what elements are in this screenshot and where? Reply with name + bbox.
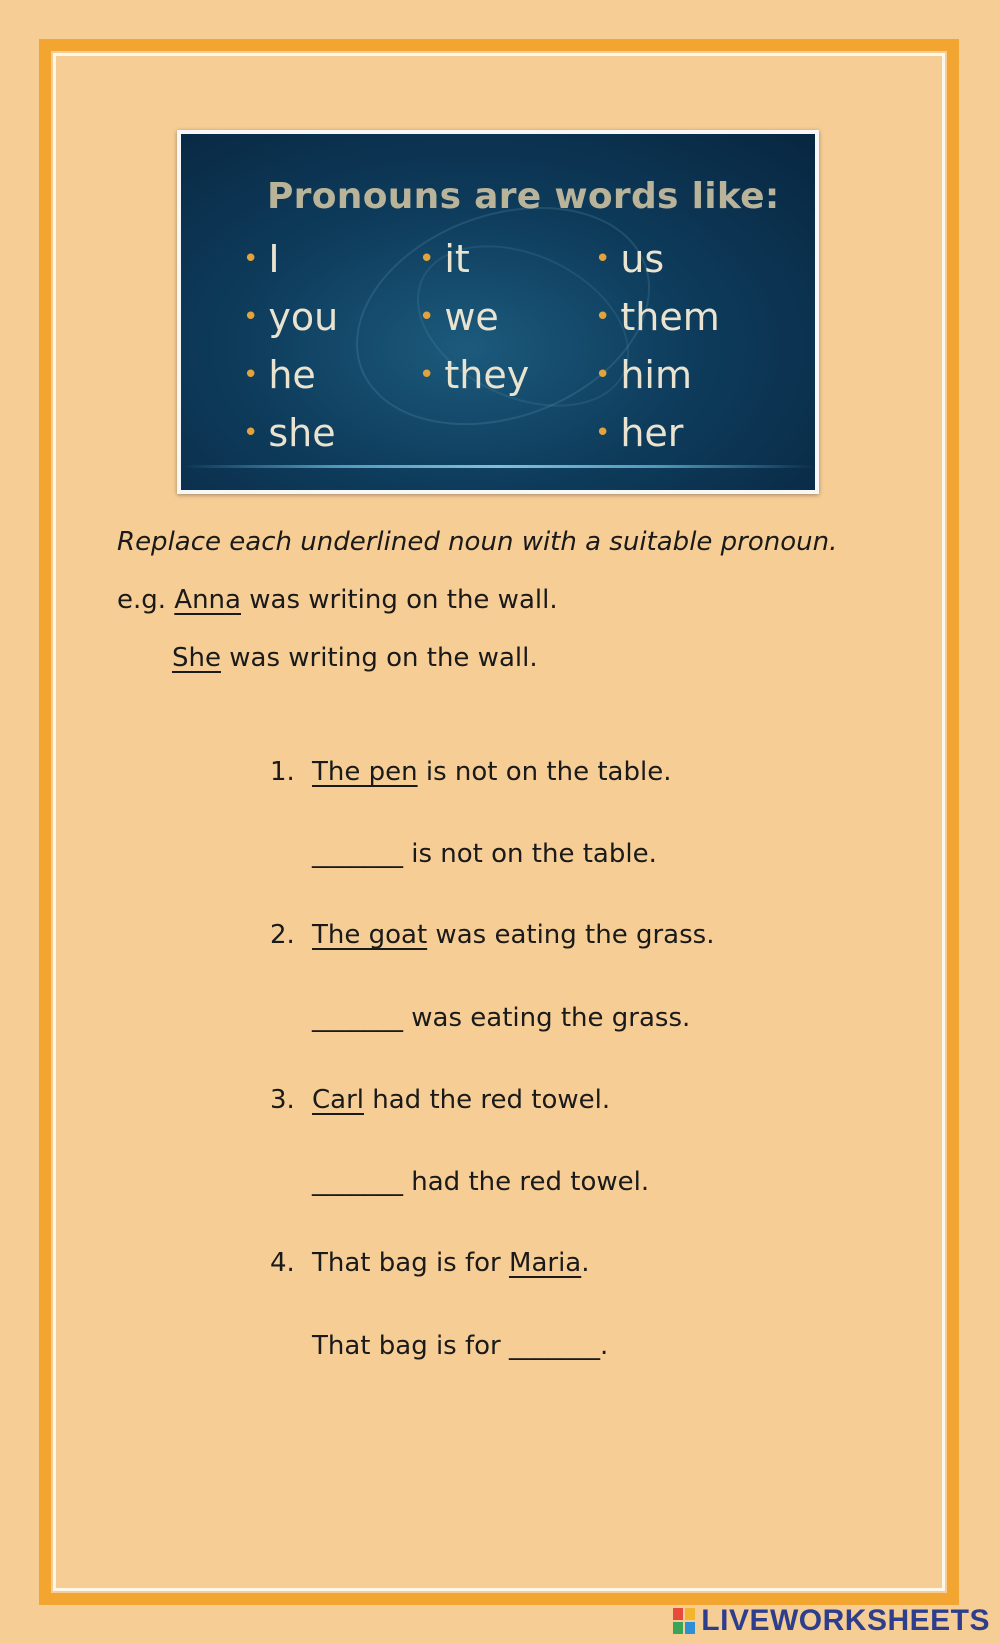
underlined-noun: Carl [312, 1085, 364, 1115]
instructions: Replace each underlined noun with a suitable pronoun. [117, 527, 838, 557]
answer-1: _______ is not on the table. [312, 839, 657, 869]
example-prefix: e.g. [117, 585, 167, 615]
answer-blank[interactable]: _______ [509, 1331, 601, 1361]
answer-2: _______ was eating the grass. [312, 1003, 691, 1033]
pronoun-column-3 [595, 230, 720, 462]
slide-glow-line [181, 465, 815, 468]
watermark-text: LIVEWORKSHEETS [701, 1604, 990, 1637]
pronoun-item: • it [419, 237, 470, 281]
question-number: 1. [270, 757, 295, 787]
pronoun-item: • I [243, 237, 280, 281]
pronoun-item: • she [243, 411, 336, 455]
example-answer [172, 643, 538, 673]
pronoun-column-1 [243, 230, 338, 462]
liveworksheets-watermark [673, 1601, 990, 1641]
question-number: 4. [270, 1248, 295, 1278]
example-answer-rest: was writing on the wall. [220, 643, 538, 673]
pronoun-slide-image [177, 130, 819, 494]
question-number: 2. [270, 920, 295, 950]
underlined-noun: The goat [312, 920, 428, 950]
question-1: 1. The pen is not on the table. [270, 757, 672, 787]
pronoun-item: • her [595, 411, 684, 455]
pronoun-item: • us [595, 237, 665, 281]
answer-4: That bag is for _______. [312, 1331, 609, 1361]
pronoun-item: • he [243, 353, 316, 397]
underlined-noun: Maria [509, 1248, 582, 1278]
question-2: 2. The goat was eating the grass. [270, 920, 715, 950]
pronoun-item: • him [595, 353, 693, 397]
pronoun-item: • we [419, 295, 499, 339]
answer-3: _______ had the red towel. [312, 1167, 650, 1197]
example-underlined-pronoun: She [172, 643, 221, 673]
answer-blank[interactable]: _______ [312, 839, 403, 869]
example-underlined-noun: Anna [174, 585, 241, 615]
example-question [117, 585, 558, 615]
pronoun-item: • them [595, 295, 720, 339]
example-question-rest: was writing on the wall. [240, 585, 558, 615]
answer-blank[interactable]: _______ [312, 1003, 403, 1033]
answer-blank[interactable]: _______ [312, 1167, 403, 1197]
question-number: 3. [270, 1085, 295, 1115]
pronoun-item: • they [419, 353, 530, 397]
liveworksheets-logo-icon [673, 1608, 695, 1634]
slide-title: Pronouns are words like: [267, 176, 780, 217]
underlined-noun: The pen [312, 757, 418, 787]
pronoun-item: • you [243, 295, 339, 339]
question-3: 3. Carl had the red towel. [270, 1085, 611, 1115]
pronoun-column-2 [419, 230, 529, 404]
question-4: 4. That bag is for Maria. [270, 1248, 590, 1278]
